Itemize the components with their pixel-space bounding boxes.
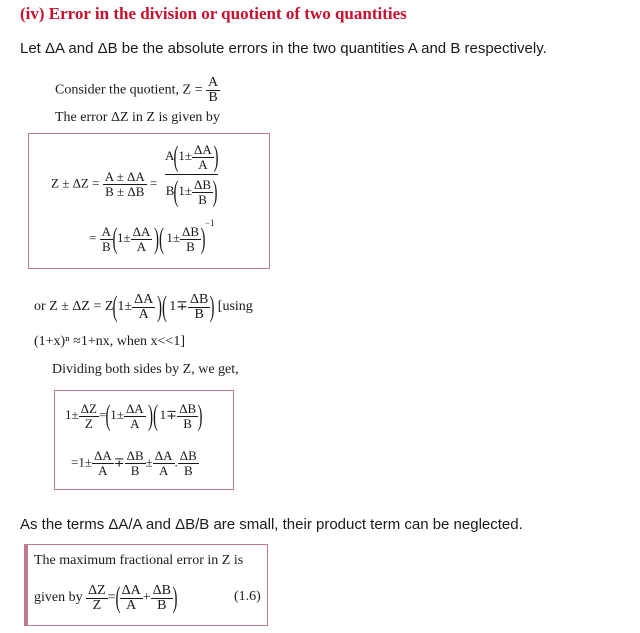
dividing-text: Dividing both sides by Z, we get, <box>52 362 239 377</box>
zpm-equation: Z ± ΔZ = $\frac{A \pm \Delta A}{B \pm \Delta B}$ = <box>51 169 158 199</box>
quotient-definition <box>55 76 220 105</box>
using-equation: or Z ± ΔZ = Z(1± $\frac{\Delta A}{A}$ )( 1∓ $\frac{\Delta B}{B}$ ) [using <box>34 290 253 323</box>
fraction-apm-bpm: $\frac{A \pm \Delta A}{B \pm \Delta B}$ <box>104 169 145 199</box>
error-given-text: The error ΔZ in Z is given by <box>55 110 220 125</box>
intro-text: Let ΔA and ΔB be the absolute errors in the two quantities A and B respectively. <box>20 40 547 57</box>
equation-box-2 <box>54 390 234 490</box>
terms-small-text: As the terms ΔA/A and ΔB/B are small, their product term can be neglected. <box>20 516 523 533</box>
equation-number: (1.6) <box>234 589 261 604</box>
fraction-a-over-b: $\frac{A}{B}$ <box>208 75 219 105</box>
approx-text: (1+x)ⁿ ≈1+nx, when x<<1] <box>34 334 185 349</box>
section-heading: (iv) Error in the division or quotient of two quantities <box>20 4 407 23</box>
expanded-equation: = $\frac{A}{B}$ (1± $\frac{\Delta A}{A}$ )( 1± $\frac{\Delta B}{B}$ )$^{-1}$ <box>89 218 215 255</box>
final-equation: given by $\frac{\Delta Z}{Z}$ =( $\frac{\Delta A}{A}$ + $\frac{\Delta B}{B}$ ) <box>34 581 178 614</box>
equation-box-1 <box>28 133 270 269</box>
consider-text: Consider the quotient, Z = <box>55 82 203 98</box>
dz-equation: 1± $\frac{\Delta Z}{Z}$ =(1± $\frac{\Delta A}{A}$ )( 1∓ $\frac{\Delta B}{B}$ ) <box>65 399 203 432</box>
expanded-dz-equation: =1± $\frac{\Delta A}{A}$ ∓ $\frac{\Delta B}{B}$ ± $\frac{\Delta A}{A}$ . $\frac{\Delta B}{B}$ <box>71 448 197 478</box>
stacked-fraction: A(1± $\frac{\Delta A}{A}$ ) B(1± $\frac{\Delta B}{B}$ ) <box>165 140 219 208</box>
max-error-text: The maximum fractional error in Z is <box>34 553 244 568</box>
result-box <box>24 544 268 626</box>
